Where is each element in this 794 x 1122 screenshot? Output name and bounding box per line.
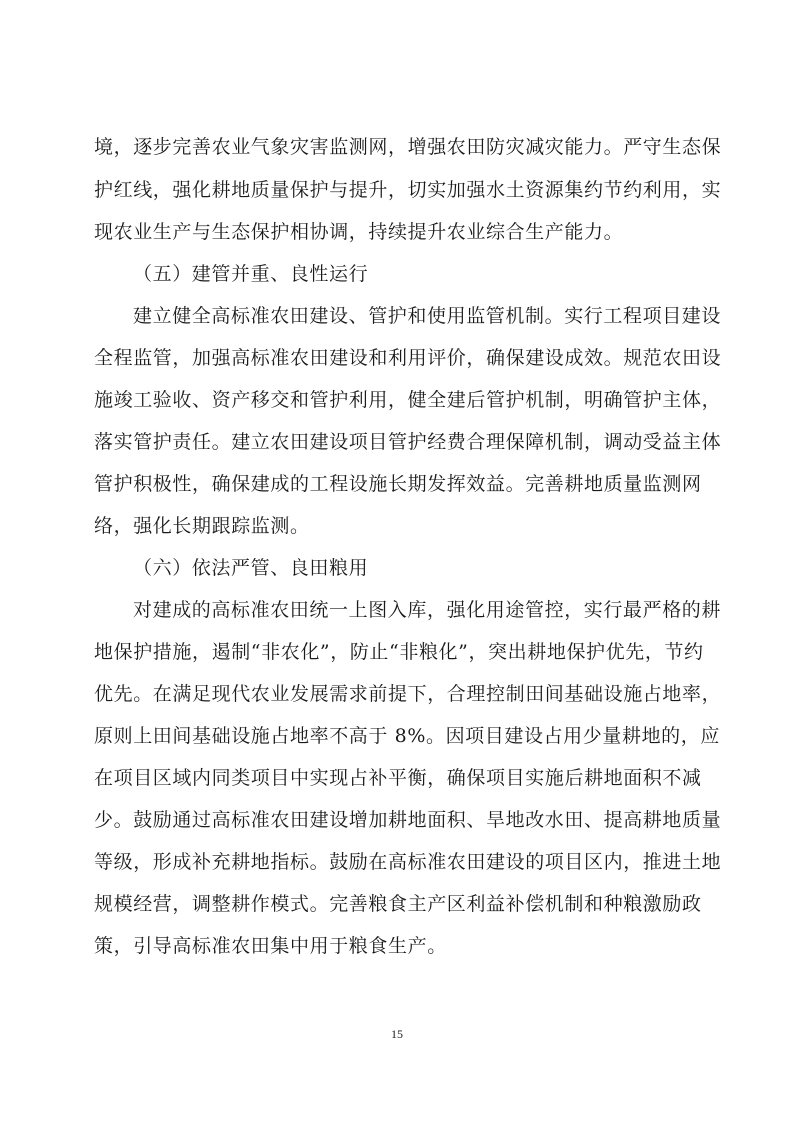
text-line: 规模经营，调整耕作模式。完善粮食主产区利益补偿机制和种粮激励政 — [94, 893, 702, 915]
page-number: 15 — [391, 1027, 403, 1041]
text-line: 落实管护责任。建立农田建设项目管护经费合理保障机制，调动受益主体 — [94, 431, 722, 453]
text-line: 施竣工验收、资产移交和管护利用，健全建后管护机制，明确管护主体， — [94, 389, 722, 411]
text-line: 护红线，强化耕地质量保护与提升，切实加强水土资源集约节约利用，实 — [94, 179, 722, 201]
text-line: 在项目区域内同类项目中实现占补平衡，确保项目实施后耕地面积不减 — [94, 767, 702, 789]
text-line: 原则上田间基础设施占地率不高于 8%。因项目建设占用少量耕地的，应 — [94, 725, 720, 747]
text-line: 全程监管，加强高标准农田建设和利用评价，确保建设成效。规范农田设 — [94, 347, 722, 369]
text-line: 少。鼓励通过高标准农田建设增加耕地面积、旱地改水田、提高耕地质量 — [94, 809, 722, 831]
text-line: 管护积极性，确保建成的工程设施长期发挥效益。完善耕地质量监测网 — [94, 473, 702, 495]
text-line: 现农业生产与生态保护相协调，持续提升农业综合生产能力。 — [94, 221, 624, 243]
text-line: 等级，形成补充耕地指标。鼓励在高标准农田建设的项目区内，推进土地 — [94, 851, 722, 873]
section-heading-6: （六）依法严管、良田粮用 — [133, 557, 369, 579]
section-heading-5: （五）建管并重、良性运行 — [133, 263, 369, 285]
text-line: 策，引导高标准农田集中用于粮食生产。 — [94, 935, 447, 957]
text-line: 对建成的高标准农田统一上图入库，强化用途管控，实行最严格的耕 — [133, 599, 722, 621]
text-line: 境，逐步完善农业气象灾害监测网，增强农田防灾减灾能力。严守生态保 — [94, 136, 722, 158]
text-line: 建立健全高标准农田建设、管护和使用监管机制。实行工程项目建设 — [133, 305, 722, 327]
text-line: 络，强化长期跟踪监测。 — [94, 515, 310, 537]
text-line: 地保护措施，遏制“非农化”，防止“非粮化”，突出耕地保护优先，节约 — [94, 641, 704, 663]
text-line: 优先。在满足现代农业发展需求前提下，合理控制田间基础设施占地率， — [94, 683, 722, 705]
